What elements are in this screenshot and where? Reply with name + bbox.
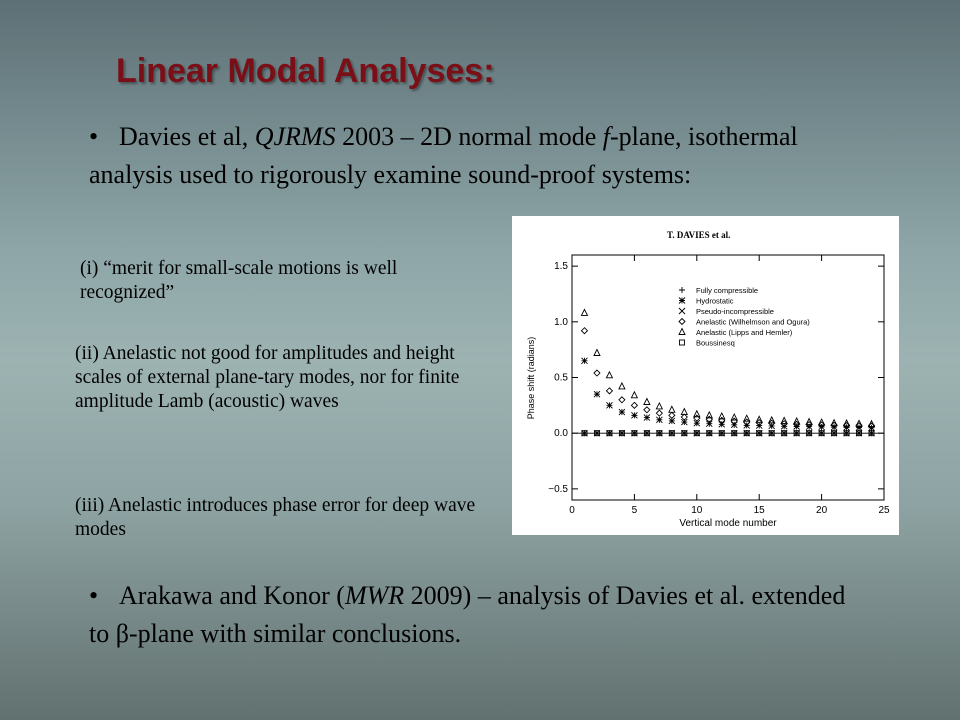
data-point <box>669 406 675 412</box>
note-ii: (ii) Anelastic not good for amplitudes and height scales of external plane-tary modes, nor for finite amplitude Lamb (acoustic) waves <box>75 343 460 412</box>
data-point <box>594 391 600 397</box>
data-point <box>731 414 737 420</box>
data-point <box>606 372 612 378</box>
x-tick-label: 15 <box>753 505 765 516</box>
legend-marker <box>679 329 685 335</box>
data-point <box>581 358 587 364</box>
data-point <box>694 411 700 417</box>
data-point <box>644 415 650 421</box>
bullet-davies <box>89 118 829 194</box>
legend <box>679 286 810 348</box>
legend-label: Boussinesq <box>696 338 735 348</box>
data-point <box>644 399 650 405</box>
x-axis-label: Vertical mode number <box>679 518 777 529</box>
data-point <box>631 392 637 398</box>
bullet-marker: • <box>89 122 99 151</box>
bullet-marker: • <box>89 581 99 610</box>
data-point <box>656 417 662 423</box>
data-point <box>731 422 737 428</box>
y-tick-label: 0.0 <box>554 428 568 440</box>
f-symbol: f <box>602 122 611 151</box>
y-axis-label: Phase shift (radians) <box>526 336 536 420</box>
data-point <box>719 421 725 427</box>
data-point <box>594 350 600 356</box>
chart-svg <box>512 216 899 535</box>
data-point <box>594 370 600 376</box>
data-point <box>644 407 650 413</box>
journal-qjrms: QJRMS <box>254 122 336 151</box>
legend-marker <box>679 319 685 325</box>
data-point <box>831 424 837 430</box>
legend-label: Anelastic (Lipps and Hemler) <box>696 328 793 337</box>
chart-header: T. DAVIES et al. <box>667 230 731 240</box>
legend-label: Anelastic (Wilhelmson and Ogura) <box>696 317 810 327</box>
legend-label: Pseudo-incompressible <box>696 307 774 316</box>
series-hydrostatic <box>581 358 874 431</box>
data-point <box>631 402 637 408</box>
y-tick-label: 0.5 <box>554 372 568 384</box>
phase-shift-chart <box>512 216 899 535</box>
y-tick-label: 1.0 <box>554 316 568 328</box>
data-point <box>706 412 712 418</box>
journal-mwr: MWR <box>344 581 405 610</box>
note-i: (i) “merit for small-scale motions is well recognized” <box>80 258 398 303</box>
legend-marker <box>679 298 685 304</box>
x-tick-label: 25 <box>878 505 890 516</box>
y-tick-label: 1.5 <box>554 261 568 273</box>
legend-label: Fully compressible <box>696 286 759 295</box>
x-tick-label: 0 <box>569 505 575 516</box>
data-point <box>744 415 750 421</box>
bullet-text-post: -plane, isothermal analysis used to rigorously examine sound-proof systems: <box>89 122 798 189</box>
y-tick-label: −0.5 <box>548 483 568 495</box>
x-tick-label: 5 <box>631 505 638 516</box>
data-point <box>619 409 625 415</box>
note-iii: (iii) Anelastic introduces phase error for deep wave modes <box>75 495 476 540</box>
legend-label: Hydrostatic <box>696 296 734 306</box>
data-point <box>669 412 675 418</box>
bullet-text-mid: 2003 – 2D normal mode <box>335 122 603 151</box>
data-point <box>581 328 587 334</box>
bullet-arakawa <box>89 577 869 653</box>
data-point <box>631 412 637 418</box>
legend-marker <box>679 287 685 293</box>
series-anelastic-lipps-and-hemler <box>581 309 874 426</box>
data-point <box>706 421 712 427</box>
data-point <box>656 410 662 416</box>
bullet-text-post: 2009) – analysis of Davies et al. extended to β-plane with similar conclusions. <box>89 581 846 648</box>
legend-marker <box>680 340 685 345</box>
data-point <box>606 388 612 394</box>
data-point <box>619 397 625 403</box>
data-point <box>656 403 662 409</box>
bullet-text-pre: Davies et al, <box>119 122 255 151</box>
data-point <box>719 413 725 419</box>
slide-title: Linear Modal Analyses: <box>116 52 495 90</box>
legend-marker <box>679 308 685 314</box>
data-point <box>619 383 625 389</box>
x-tick-label: 10 <box>691 505 703 516</box>
data-point <box>581 309 587 315</box>
x-tick-label: 20 <box>816 505 828 516</box>
bullet-text-pre: Arakawa and Konor ( <box>119 581 345 610</box>
data-point <box>606 402 612 408</box>
